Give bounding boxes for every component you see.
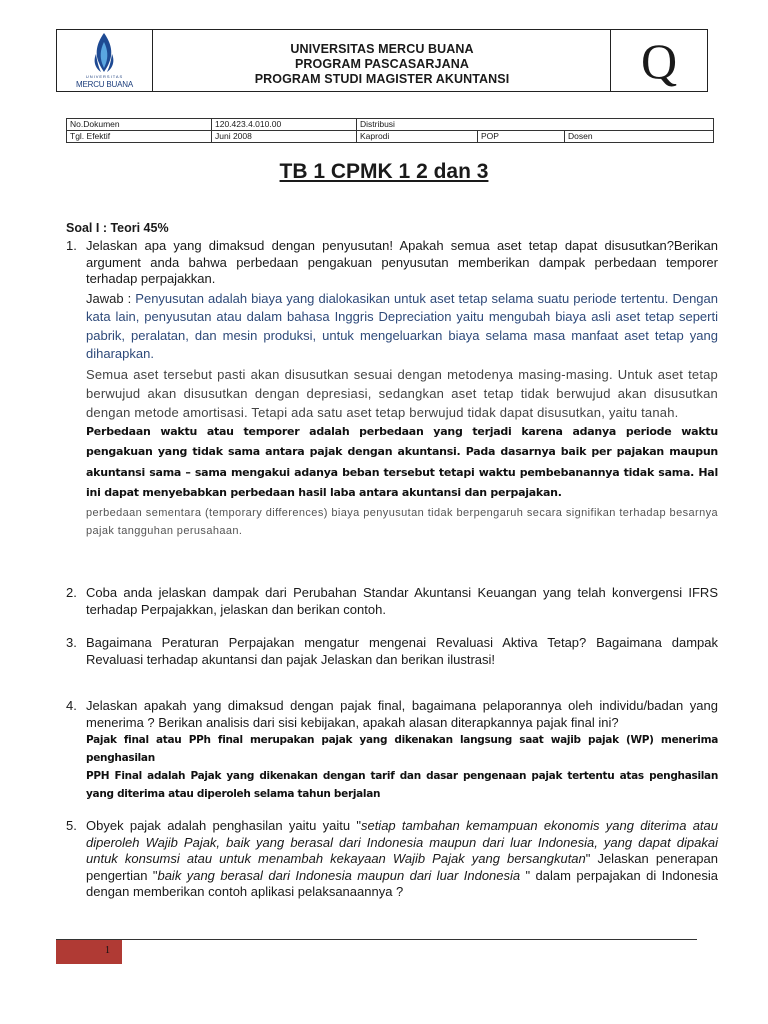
meta-row (67, 119, 714, 131)
answer-paragraph-1 (86, 290, 718, 364)
question-text: Jelaskan apakah yang dimaksud dengan pajak final, bagaimana pelaporannya oleh individu/badan yang menerima ? Berikan analisis dari sisi kebijakan, apakah alasan diterapkannya pajak final ini? (86, 698, 718, 730)
footer-rule (56, 939, 697, 940)
question-quote-italic: setiap tambahan kemampuan ekonomis yang diterima atau diperoleh Wajib Pajak, baik yang berasal dari Indonesia maupun dari luar Indonesia, yang dapat dipakai untuk konsumsi atau untuk menambah kekayaan Wajib Pajak yang bersangkutan (86, 818, 718, 866)
answer-text: Penyusutan adalah biaya yang dialokasikan untuk aset tetap selama suatu periode tertentu. Dengan kata lain, penyusutan atau dalam bahasa Inggris Depreciation yaitu mengubah biaya asli aset tetap seperti pabrik, peralatan, dan mesin produksi, untuk mengeluarkan biaya selama masa manfaat aset tetap yang diharapkan. (86, 290, 718, 361)
question-number: 3. (66, 635, 77, 650)
document-meta-table (66, 118, 714, 143)
meta-cell: Juni 2008 (212, 131, 357, 143)
header-line-3: PROGRAM STUDI MAGISTER AKUNTANSI (254, 72, 510, 86)
meta-cell: Tgl. Efektif (67, 131, 212, 143)
meta-cell: No.Dokumen (67, 119, 212, 131)
meta-cell: POP (478, 131, 565, 143)
question-text: Jelaskan apa yang dimaksud dengan penyusutan! Apakah semua aset tetap dapat disusutkan?Berikan argument anda bahwa perbedaan pengakuan penyusutan memberikan dampak perbedaan temporer terhadap perpajakkan. (86, 238, 718, 286)
answer-paragraph: Pajak final atau PPh final merupakan pajak yang dikenakan langsung saat wajib pajak (WP) menerima penghasilan (86, 734, 718, 764)
header-line-2: PROGRAM PASCASARJANA (294, 57, 469, 71)
answer-paragraph-4: perbedaan sementara (temporary differences) biaya penyusutan tidak berpengaruh secara signifikan terhadap besarnya pajak tangguhan perusahaan. (86, 506, 718, 537)
answer-paragraph-2: Semua aset tersebut pasti akan disusutkan sesuai dengan metodenya masing-masing. Untuk aset tetap berwujud akan disusutkan dengan depresiasi, sedangkan aset tetap tidak berwujud akan disusutkan dengan metode amortisasi. Tetapi ada satu aset tetap berwujud tidak dapat disusutkan, yaitu tanah. (86, 366, 718, 420)
logo-small-text: UNIVERSITAS (85, 74, 124, 79)
question-number: 5. (66, 818, 77, 833)
header-titles (152, 30, 612, 91)
section-heading: Soal I : Teori 45% (66, 221, 169, 235)
question-text-part: Obyek pajak adalah penghasilan yaitu yaitu " (86, 818, 361, 833)
question-3 (66, 635, 718, 668)
university-logo (57, 30, 153, 91)
meta-cell: Distribusi (357, 119, 714, 131)
question-text: Coba anda jelaskan dampak dari Perubahan Standar Akuntansi Keuangan yang telah konvergensi IFRS terhadap Perpajakkan, jelaskan dan berikan contoh. (86, 585, 718, 617)
answer-paragraph-3: Perbedaan waktu atau temporer adalah perbedaan yang terjadi karena adanya periode waktu pengakuan yang tidak sama antara pajak dengan akuntansi. Pada dasarnya baik per pajakan maupun akuntansi sama – sama mengakui adanya beban tersebut tetapi waktu pembebanannya tidak sama. Hal ini dapat menyebabkan perbedaan hasil laba antara akuntansi dan perpajakan. (86, 424, 718, 499)
page-number: 1 (105, 945, 110, 956)
answer-label: Jawab : (86, 290, 132, 306)
question-text: Bagaimana Peraturan Perpajakan mengatur mengenai Revaluasi Aktiva Tetap? Bagaimana dampak Revaluasi terhadap akuntansi dan pajak Jelaskan dan berikan ilustrasi! (86, 635, 718, 667)
document-header (56, 29, 708, 92)
answer-paragraph: PPH Final adalah Pajak yang dikenakan dengan tarif dan dasar pengenaan pajak tertentu atas penghasilan yang diterima atau diperoleh selama tahun berjalan (86, 770, 718, 800)
question-5 (66, 818, 718, 901)
meta-row (67, 131, 714, 143)
meta-cell: Dosen (565, 131, 714, 143)
document-code-letter: Q (610, 30, 707, 91)
meta-cell: Kaprodi (357, 131, 478, 143)
question-number: 4. (66, 698, 77, 713)
question-number: 1. (66, 238, 77, 253)
question-1 (66, 238, 718, 540)
question-text-part: " dalam perpajakan di Indonesia dengan memberikan contoh aplikasi pelaksanaannya ? (86, 867, 719, 899)
question-text-part: " Jelaskan penerapan pengertian " (86, 851, 718, 883)
page-number-box (56, 940, 122, 964)
question-2 (66, 585, 718, 618)
question-4 (66, 698, 718, 803)
question-number: 2. (66, 585, 77, 600)
meta-cell: 120.423.4.010.00 (212, 119, 357, 131)
page-title-text: TB 1 CPMK 1 2 dan 3 (279, 160, 489, 183)
logo-name-text: MERCU BUANA (76, 80, 133, 89)
page-title (0, 160, 768, 184)
question-quote-italic: baik yang berasal dari Indonesia maupun dari luar Indonesia (157, 867, 521, 883)
header-line-1: UNIVERSITAS MERCU BUANA (290, 42, 474, 56)
question-text (86, 818, 718, 901)
